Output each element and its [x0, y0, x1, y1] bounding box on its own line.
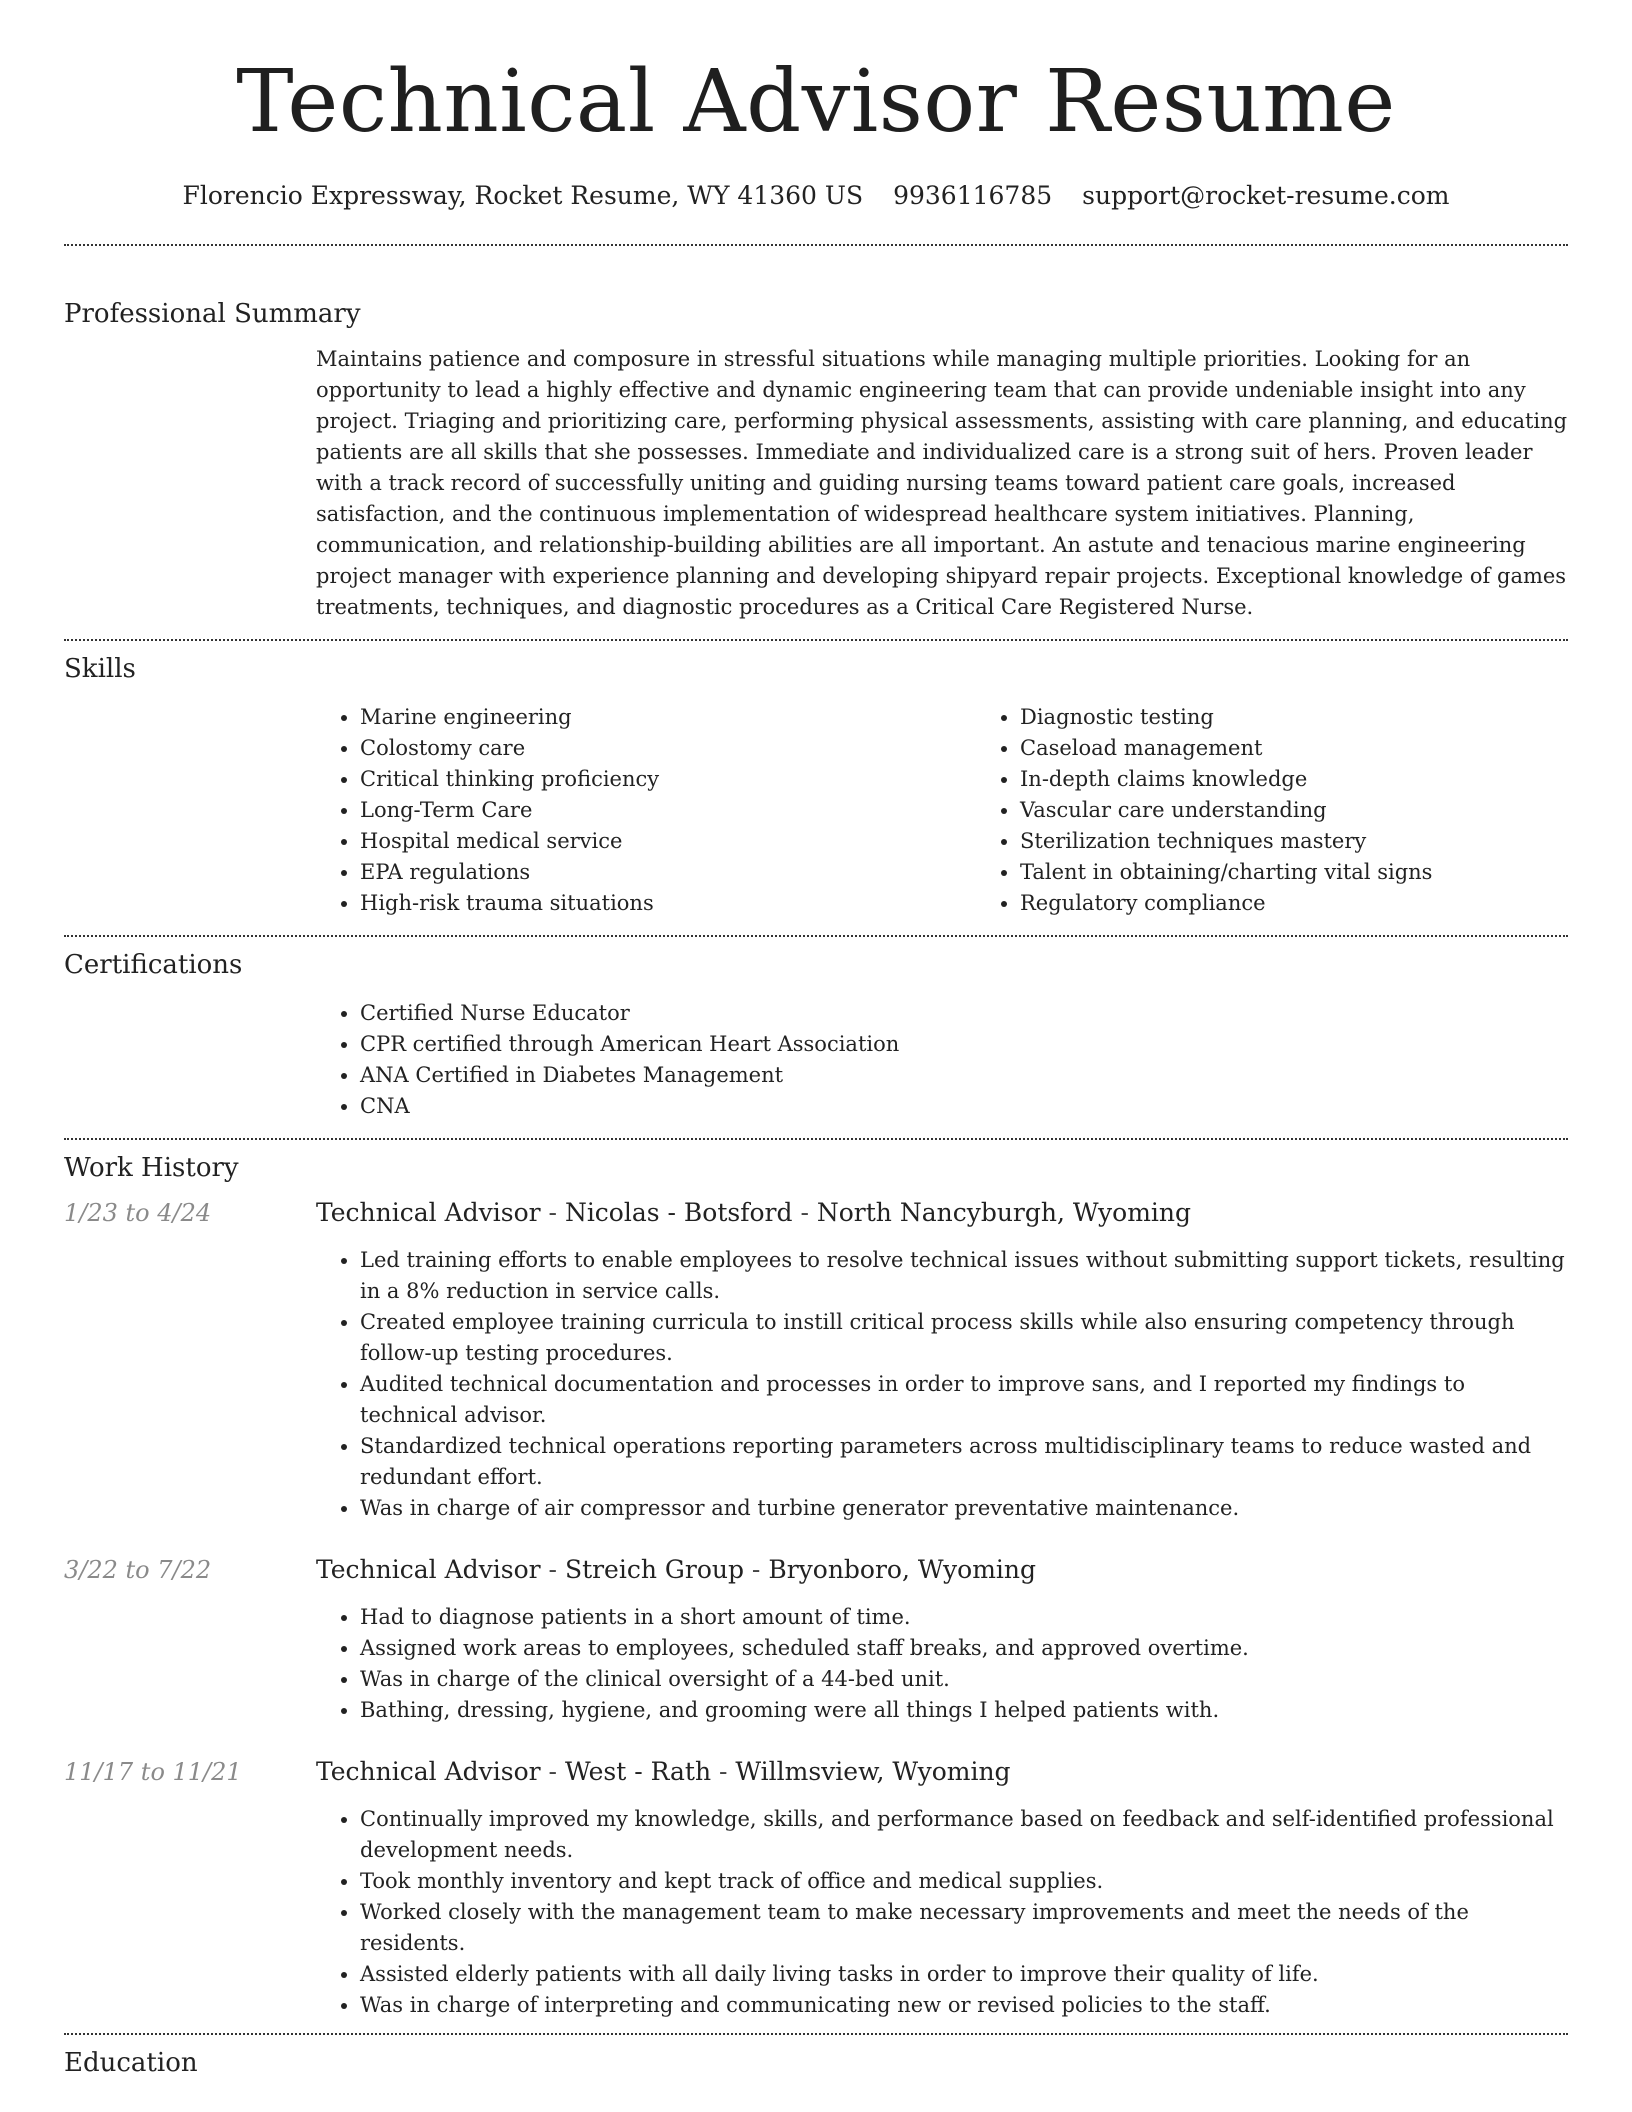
job-body: [316, 1756, 1568, 2021]
certification-item: • CPR certified through American Heart Association: [360, 1029, 1568, 1060]
job-heading-separator: -: [711, 1757, 736, 1786]
job-bullet: • Took monthly inventory and kept track of office and medical supplies.: [360, 1866, 1568, 1897]
job-bullet: • Audited technical documentation and processes in order to improve sans, and I reported my findings to technical advisor.: [360, 1369, 1568, 1431]
work-section: [64, 1140, 1568, 2033]
skills-list-right: [976, 702, 1632, 919]
job-bullets: [316, 1804, 1568, 2021]
education-section: [64, 2035, 1568, 2080]
contact-line: [64, 180, 1568, 212]
job-company: Nicolas - Botsford: [564, 1198, 793, 1227]
job-bullet: • Continually improved my knowledge, skills, and performance based on feedback and self-identified professional development needs.: [360, 1804, 1568, 1866]
summary-text: Maintains patience and composure in stressful situations while managing multiple priorities. Looking for an opportunity to lead a highly effective and dynamic engineering team that can provide undeniable insight into any project. Triaging and prioritizing care, performing physical assessments, assisting with care planning, and educating patients are all skills that she possesses. Immediate and individualized care is a strong suit of hers. Proven leader with a track record of successfully uniting and guiding nursing teams toward patient care goals, increased satisfaction, and the continuous implementation of widespread healthcare system initiatives. Planning, communication, and relationship-building abilities are all important. An astute and tenacious marine engineering project manager with experience planning and developing shipyard repair projects. Exceptional knowledge of games treatments, techniques, and diagnostic procedures as a Critical Care Registered Nurse.: [316, 347, 1568, 619]
job-bullet: • Was in charge of air compressor and turbine generator preventative maintenance.: [360, 1493, 1568, 1524]
job-bullet: • Standardized technical operations reporting parameters across multidisciplinary teams to reduce wasted and redundant effort.: [360, 1431, 1568, 1493]
job-company: West - Rath: [564, 1757, 712, 1786]
certifications-content: [316, 998, 1568, 1138]
job-heading: [316, 1554, 1568, 1586]
skill-item: • In-depth claims knowledge: [1020, 764, 1632, 795]
skill-item: • Talent in obtaining/charting vital signs: [1020, 857, 1632, 888]
job-location: North Nancyburgh, Wyoming: [816, 1198, 1192, 1227]
skill-item: • Hospital medical service: [360, 826, 976, 857]
job-heading: [316, 1197, 1568, 1229]
skill-item: • Diagnostic testing: [1020, 702, 1632, 733]
job-bullet: • Bathing, dressing, hygiene, and grooming were all things I helped patients with.: [360, 1695, 1568, 1726]
job-location: Bryonboro, Wyoming: [768, 1555, 1037, 1584]
job-bullet: • Had to diagnose patients in a short amount of time.: [360, 1602, 1568, 1633]
job-bullet: • Led training efforts to enable employees to resolve technical issues without submitting support tickets, resulting in a 8% reduction in service calls.: [360, 1245, 1568, 1307]
contact-email[interactable]: support@rocket-resume.com: [1082, 181, 1450, 210]
job-location: Willmsview, Wyoming: [735, 1757, 1011, 1786]
certification-item: • CNA: [360, 1091, 1568, 1122]
contact-address: Florencio Expressway, Rocket Resume, WY 41360 US: [182, 181, 864, 210]
skill-item: • Caseload management: [1020, 733, 1632, 764]
skill-item: • Critical thinking proficiency: [360, 764, 976, 795]
certification-item: • Certified Nurse Educator: [360, 998, 1568, 1029]
skills-section: [64, 641, 1568, 935]
job-body: [316, 1554, 1568, 1726]
work-jobs: [64, 1197, 1568, 2033]
certifications-list: [316, 998, 1568, 1122]
job-entry: [64, 1197, 1568, 1524]
job-bullet: • Created employee training curricula to instill critical process skills while also ensuring competency through follow-up testing procedures.: [360, 1307, 1568, 1369]
job-bullet: • Assisted elderly patients with all daily living tasks in order to improve their quality of life.: [360, 1959, 1568, 1990]
summary-section: [64, 246, 1568, 639]
job-bullets: [316, 1602, 1568, 1726]
job-bullet: • Was in charge of interpreting and communicating new or revised policies to the staff.: [360, 1990, 1568, 2021]
work-heading: Work History: [64, 1153, 239, 1183]
job-bullet: • Assigned work areas to employees, scheduled staff breaks, and approved overtime.: [360, 1633, 1568, 1664]
certifications-heading: Certifications: [64, 950, 243, 980]
job-entry: [64, 1554, 1568, 1726]
job-dates: 1/23 to 4/24: [64, 1199, 212, 1227]
skill-item: • Regulatory compliance: [1020, 888, 1632, 919]
skill-item: • Long-Term Care: [360, 795, 976, 826]
resume-title: Technical Advisor Resume: [236, 52, 1396, 152]
job-title: Technical Advisor: [316, 1555, 541, 1584]
skill-item: • Sterilization techniques mastery: [1020, 826, 1632, 857]
job-entry: [64, 1756, 1568, 2021]
skill-item: • Marine engineering: [360, 702, 976, 733]
job-company: Streich Group: [564, 1555, 744, 1584]
job-bullet: • Worked closely with the management team to make necessary improvements and meet the needs of the residents.: [360, 1897, 1568, 1959]
job-dates: 11/17 to 11/21: [64, 1758, 242, 1786]
job-heading-separator: -: [540, 1757, 565, 1786]
job-heading-separator: -: [540, 1198, 565, 1227]
job-bullets: [316, 1245, 1568, 1524]
skill-item: • Colostomy care: [360, 733, 976, 764]
certification-item: • ANA Certified in Diabetes Management: [360, 1060, 1568, 1091]
skill-item: • High-risk trauma situations: [360, 888, 976, 919]
skill-item: • Vascular care understanding: [1020, 795, 1632, 826]
job-title: Technical Advisor: [316, 1198, 541, 1227]
job-body: [316, 1197, 1568, 1524]
skill-item: • EPA regulations: [360, 857, 976, 888]
job-heading-separator: -: [792, 1198, 817, 1227]
job-bullet: • Was in charge of the clinical oversight of a 44-bed unit.: [360, 1664, 1568, 1695]
job-dates: 3/22 to 7/22: [64, 1556, 212, 1584]
skills-content: [316, 702, 1568, 935]
job-heading-separator: -: [743, 1555, 769, 1584]
summary-heading: Professional Summary: [64, 299, 361, 329]
job-title: Technical Advisor: [316, 1757, 541, 1786]
education-heading: Education: [64, 2048, 198, 2078]
summary-content: [316, 344, 1568, 639]
skills-list-left: [316, 702, 976, 919]
job-heading: [316, 1756, 1568, 1788]
contact-phone: 9936116785: [893, 181, 1053, 210]
skills-heading: Skills: [64, 654, 136, 684]
certifications-section: [64, 937, 1568, 1138]
job-heading-separator: -: [540, 1555, 565, 1584]
